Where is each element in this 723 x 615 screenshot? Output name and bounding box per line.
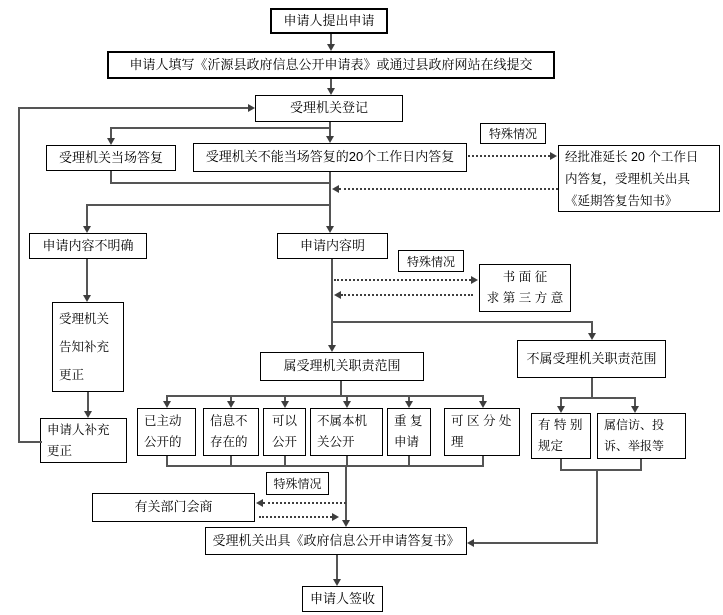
arrow-right-icon — [471, 276, 478, 284]
label-special-case-3: 特殊情况 — [266, 472, 329, 495]
arrow-down-icon — [557, 406, 565, 413]
dashed-connector-line — [334, 279, 471, 281]
node-content-unclear: 申请内容不明确 — [29, 233, 147, 259]
arrow-down-icon — [333, 579, 341, 586]
connector-line — [18, 441, 42, 443]
node-within-scope: 属受理机关职责范围 — [260, 352, 424, 381]
arrow-left-icon — [467, 539, 474, 547]
dashed-connector-line — [468, 155, 550, 157]
node-applicant-supplement: 申请人补充 更正 — [40, 418, 127, 463]
arrow-down-icon — [328, 345, 336, 352]
connector-line — [110, 127, 112, 138]
connector-line — [329, 172, 331, 206]
node-repeated-request: 重 复 申请 — [387, 408, 431, 456]
connector-line — [345, 465, 347, 521]
arrow-down-icon — [84, 411, 92, 418]
connector-line — [591, 378, 593, 399]
arrow-down-icon — [83, 226, 91, 233]
connector-line — [560, 397, 636, 399]
connector-line — [329, 204, 331, 227]
node-content-clear: 申请内容明 — [277, 233, 388, 259]
arrow-right-icon — [332, 513, 339, 521]
arrow-down-icon — [227, 401, 235, 408]
node-issue-reply-letter: 受理机关出具《政府信息公开申请答复书》 — [205, 527, 467, 555]
node-info-not-exist: 信息不 存在的 — [203, 408, 259, 456]
node-reply-within-20-days: 受理机关不能当场答复的20个工作日内答复 — [193, 143, 467, 172]
connector-line — [86, 204, 88, 227]
connector-line — [331, 259, 333, 323]
node-fill-application-form: 申请人填写《沂源县政府信息公开申请表》或通过县政府网站在线提交 — [107, 51, 555, 79]
arrow-down-icon — [479, 401, 487, 408]
connector-line — [110, 182, 331, 184]
arrow-left-icon — [256, 499, 263, 507]
dashed-connector-line — [339, 188, 558, 190]
connector-line — [331, 321, 333, 346]
arrow-down-icon — [588, 333, 596, 340]
connector-line — [87, 392, 89, 412]
node-special-provision: 有 特 别 规定 — [531, 413, 591, 459]
dashed-connector-line — [259, 516, 332, 518]
connector-line — [86, 204, 331, 206]
arrow-down-icon — [326, 226, 334, 233]
node-outside-scope: 不属受理机关职责范围 — [517, 340, 666, 378]
arrow-down-icon — [163, 401, 171, 408]
connector-line — [110, 127, 331, 129]
node-separable-handling: 可 区 分 处 理 — [444, 408, 520, 456]
node-extended-reply: 经批准延长 20 个工作日 内答复，受理机关出具 《延期答复告知书》 — [558, 145, 720, 212]
node-petition-complaint: 属信访、投 诉、举报等 — [597, 413, 686, 459]
arrow-down-icon — [343, 401, 351, 408]
connector-line — [166, 465, 484, 467]
connector-line — [331, 321, 593, 323]
dashed-connector-line — [263, 502, 346, 504]
node-already-disclosed: 已主动 公开的 — [137, 408, 196, 456]
dashed-connector-line — [341, 294, 473, 296]
node-not-this-agency: 不属本机 关公开 — [310, 408, 383, 456]
connector-line — [18, 107, 248, 109]
arrow-down-icon — [326, 136, 334, 143]
arrow-left-icon — [334, 291, 341, 299]
label-special-case-1: 特殊情况 — [480, 123, 546, 144]
node-onsite-reply: 受理机关当场答复 — [46, 145, 176, 171]
arrow-down-icon — [405, 401, 413, 408]
arrow-down-icon — [327, 88, 335, 95]
arrow-down-icon — [83, 295, 91, 302]
arrow-down-icon — [342, 520, 350, 527]
node-applicant-submits: 申请人提出申请 — [270, 8, 388, 34]
node-applicant-sign: 申请人签收 — [302, 586, 383, 612]
connector-line — [86, 259, 88, 296]
connector-line — [596, 469, 598, 544]
arrow-down-icon — [107, 138, 115, 145]
node-consult-third-party: 书 面 征 求 第 三 方 意 — [479, 264, 571, 312]
node-notify-supplement: 受理机关 告知补充 更正 — [52, 302, 124, 392]
connector-line — [336, 555, 338, 580]
node-agency-register: 受理机关登记 — [255, 95, 403, 122]
connector-line — [474, 542, 598, 544]
arrow-left-icon — [332, 185, 339, 193]
arrow-right-icon — [248, 104, 255, 112]
connector-line — [560, 469, 642, 471]
label-special-case-2: 特殊情况 — [398, 250, 464, 272]
connector-line — [18, 107, 20, 443]
arrow-right-icon — [550, 152, 557, 160]
arrow-down-icon — [631, 406, 639, 413]
node-can-disclose: 可以 公开 — [263, 408, 306, 456]
arrow-down-icon — [281, 401, 289, 408]
arrow-down-icon — [327, 44, 335, 51]
connector-line — [166, 395, 483, 397]
node-department-consult: 有关部门会商 — [92, 493, 255, 522]
